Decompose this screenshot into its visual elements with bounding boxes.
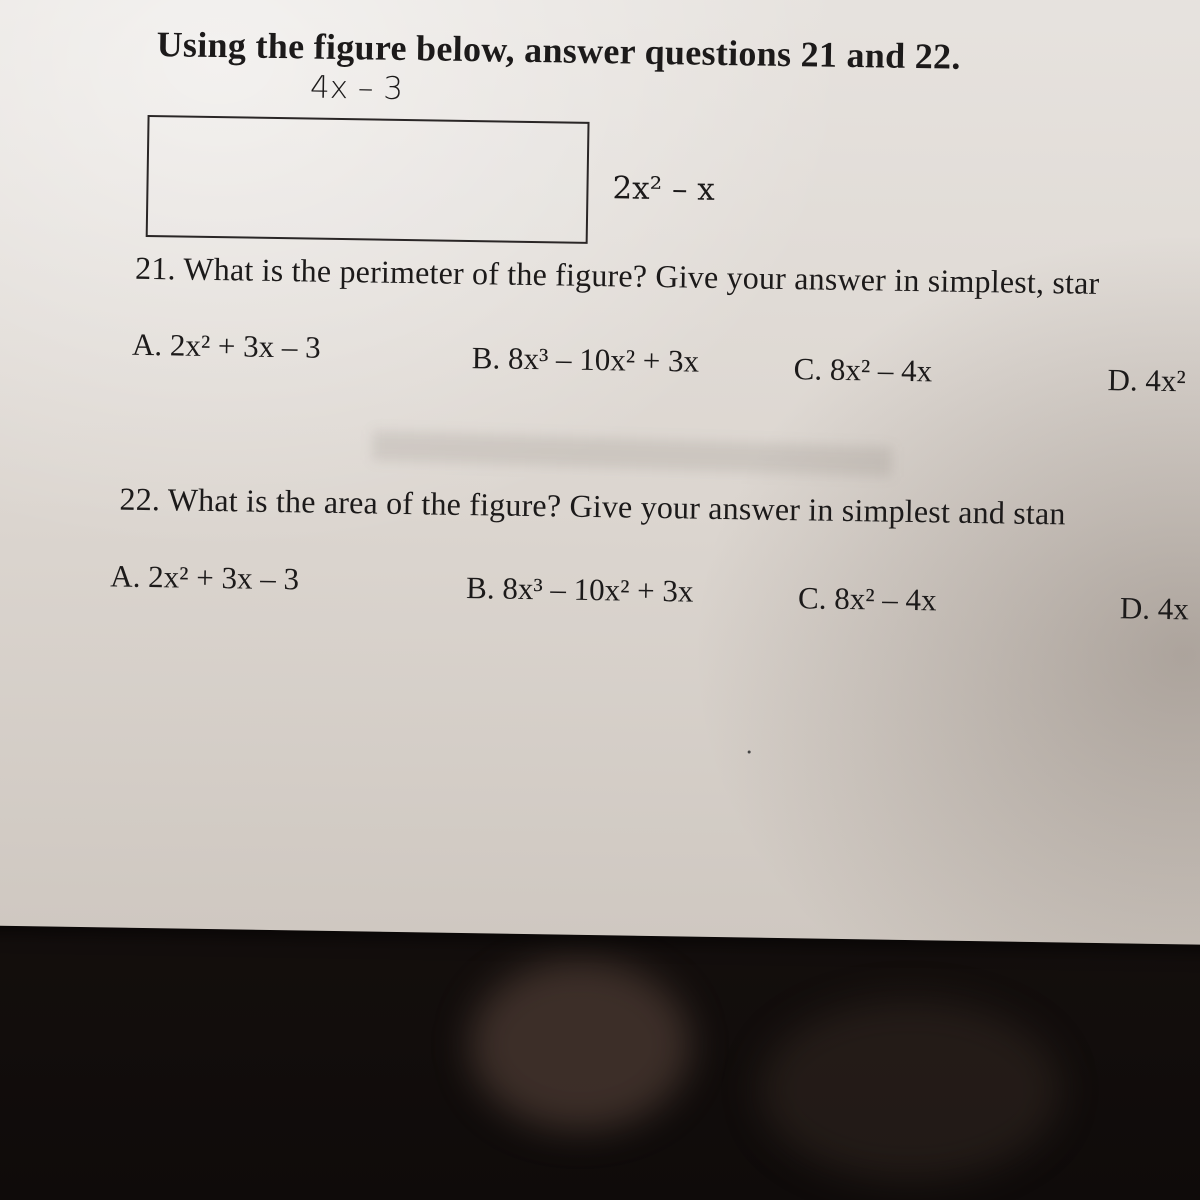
rectangle-length-label: 4x – 3 bbox=[309, 69, 404, 107]
question-22: 22. What is the area of the figure? Give your answer in simplest and stan bbox=[119, 480, 1066, 532]
bleed-through-text bbox=[372, 430, 893, 476]
q22-choice-a: A. 2x² + 3x – 3 bbox=[110, 558, 300, 597]
q21-choice-c: C. 8x² – 4x bbox=[793, 351, 933, 389]
desk-object bbox=[470, 960, 690, 1130]
rectangle-width-label: 2x² – x bbox=[612, 170, 716, 208]
q21-choice-a: A. 2x² + 3x – 3 bbox=[131, 326, 321, 365]
instructions-heading: Using the figure below, answer questions 21 and 22. bbox=[156, 24, 962, 77]
question-21: 21. What is the perimeter of the figure? Give your answer in simplest, star bbox=[134, 249, 1100, 301]
paper-speck bbox=[748, 750, 751, 753]
q21-choice-b: B. 8x³ – 10x² + 3x bbox=[471, 340, 700, 379]
rectangle-figure bbox=[146, 115, 590, 244]
desk-object bbox=[760, 1000, 1060, 1180]
q21-choice-d: D. 4x² bbox=[1107, 362, 1187, 399]
q22-choice-d: D. 4x bbox=[1119, 590, 1190, 627]
q22-choice-c: C. 8x² – 4x bbox=[797, 580, 937, 618]
q22-choice-b: B. 8x³ – 10x² + 3x bbox=[465, 570, 694, 609]
